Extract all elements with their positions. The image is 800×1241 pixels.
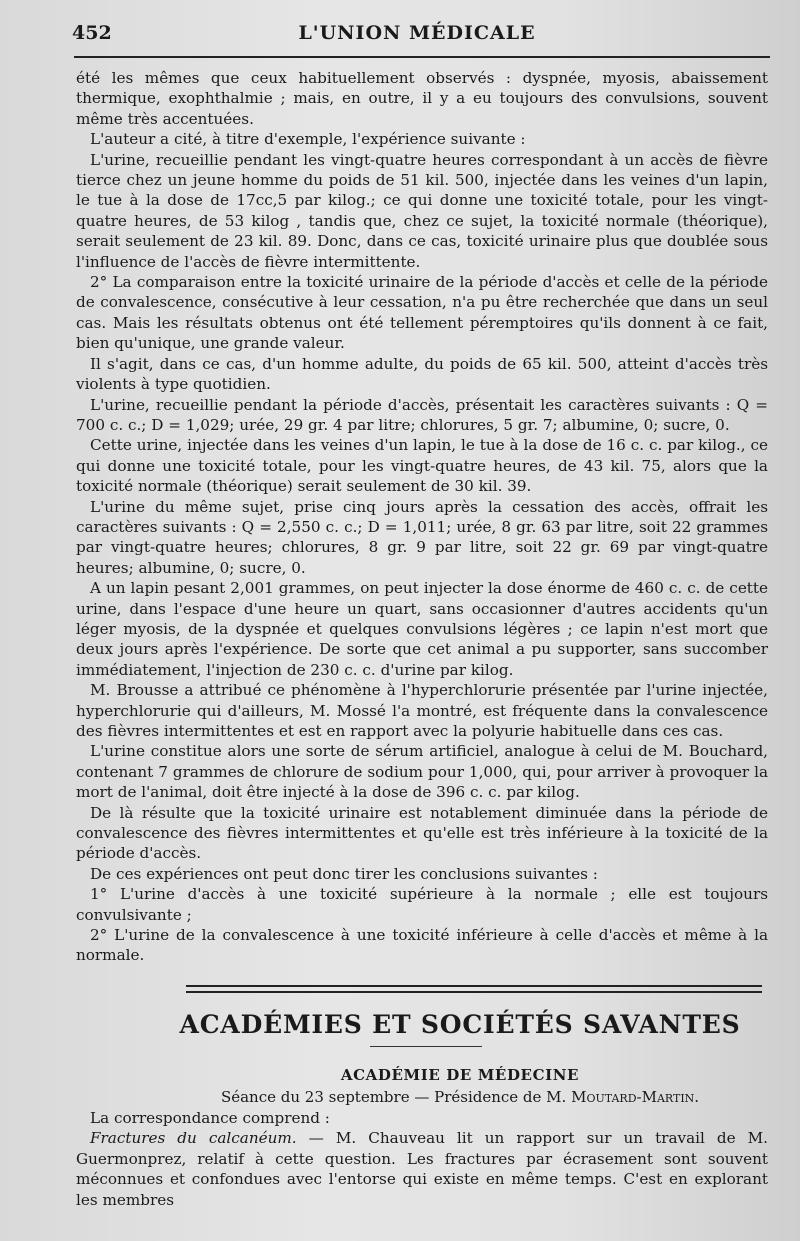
article-body xyxy=(76,68,768,966)
italic-lead: Fractures du calcanéum. xyxy=(90,1129,297,1148)
section-body xyxy=(76,1108,768,1210)
page-header xyxy=(70,22,764,46)
journal-title: L'UNION MÉDICALE xyxy=(298,22,536,44)
title-underline xyxy=(370,1046,482,1047)
paragraph: L'urine, recueillie pendant les vingt-quatre heures correspondant à un accès de fièvre tierce chez un jeune homme du poids de 51 kil. 500, injectée dans les veines d'un lapin, le tue à la dose de 17cc,5 par kilog.; ce qui donne une toxicité totale, pour les vingt-quatre heures, de 53 kilog , tandis que, chez ce sujet, la toxicité normale (théorique), serait seulement de 23 kil. 89. Donc, dans ce cas, toxicité urinaire plus que doublée sous l'influence de l'accès de fièvre intermittente. xyxy=(76,150,768,271)
paragraph: L'auteur a cité, à titre d'exemple, l'expérience suivante : xyxy=(90,130,526,149)
president-name: Moutard-Martin. xyxy=(571,1088,700,1106)
paragraph xyxy=(76,1128,768,1210)
section-rule-bottom xyxy=(186,991,762,993)
paragraph: 2° L'urine de la convalescence à une toxicité inférieure à celle d'accès et même à la normale. xyxy=(76,926,768,965)
paragraph: La correspondance comprend : xyxy=(90,1109,330,1127)
paragraph: 2° La comparaison entre la toxicité urinaire de la période d'accès et celle de la période de convalescence, consécutive à leur cessation, n'a pu être recherchée que dans un seul cas. Mais les résultats obtenus ont été tellement péremptoires qu'ils donnent à ce fait, bien qu'unique, une grande valeur. xyxy=(76,273,768,353)
paragraph: M. Brousse a attribué ce phénomène à l'hyperchlorurie présentée par l'urine injectée, hyperchlorurie qui d'ailleurs, M. Mossé l'a montré, est fréquente dans la convalescence des fièvres intermittentes et est en rapport avec la polyurie habituelle dans ces cas. xyxy=(76,681,768,740)
section-rule-top xyxy=(186,985,762,987)
paragraph: 1° L'urine d'accès à une toxicité supérieure à la normale ; elle est toujours convulsivante ; xyxy=(76,885,768,924)
paragraph: Cette urine, injectée dans les veines d'un lapin, le tue à la dose de 16 c. c. par kilog., ce qui donne une toxicité totale, pour les vingt-quatre heures, de 43 kil. 75, alors que la toxicité normale (théorique) serait seulement de 30 kil. 39. xyxy=(76,436,768,496)
header-rule xyxy=(74,56,770,58)
section-subtitle: ACADÉMIE DE MÉDECINE xyxy=(340,1066,580,1084)
paragraph-text: — M. Chauveau lit un rapport sur un travail de M. Guermonprez, relatif à cette question. Les fractures par écrasement sont souvent méconnues et confondues avec l'entorse qui existe en même temps. C'est en explorant les membres xyxy=(76,1129,769,1209)
paragraph: De là résulte que la toxicité urinaire est notablement diminuée dans la période de convalescence des fièvres intermittentes et qu'elle est très inférieure à la toxicité de la période d'accès. xyxy=(76,803,768,863)
session-line xyxy=(160,1088,760,1106)
paragraph: A un lapin pesant 2,001 grammes, on peut injecter la dose énorme de 460 c. c. de cette urine, dans l'espace d'une heure un quart, sans occasionner d'autres accidents qu'un léger myosis, de la dyspnée et quelques convulsions légères ; ce lapin n'est mort que deux jours après l'expérience. De sorte que cet animal a pu supporter, sans succomber immédiatement, l'injection de 230 c. c. d'urine par kilog. xyxy=(76,579,768,679)
page-number: 452 xyxy=(72,22,112,44)
paragraph: été les mêmes que ceux habituellement observés : dyspnée, myosis, abaissement thermique, exophthalmie ; mais, en outre, il y a eu toujours des convulsions, souvent même très accentuées. xyxy=(76,69,768,128)
section-title: ACADÉMIES ET SOCIÉTÉS SAVANTES xyxy=(179,1010,741,1039)
paragraph: De ces expériences ont peut donc tirer les conclusions suivantes : xyxy=(90,864,598,883)
paragraph: Il s'agit, dans ce cas, d'un homme adulte, du poids de 65 kil. 500, atteint d'accès très violents à type quotidien. xyxy=(76,354,768,394)
paragraph: L'urine constitue alors une sorte de sérum artificiel, analogue à celui de M. Bouchard, contenant 7 grammes de chlorure de sodium pour 1,000, qui, pour arriver à provoquer la mort de l'animal, doit être injecté à la dose de 396 c. c. par kilog. xyxy=(76,742,768,802)
paragraph: L'urine du même sujet, prise cinq jours après la cessation des accès, offrait les caractères suivants : Q = 2,550 c. c.; D = 1,011; urée, 8 gr. 63 par litre, soit 22 grammes par vingt-quatre heures; chlorures, 8 gr. 9 par litre, soit 22 gr. 69 par vingt-quatre heures; albumine, 0; sucre, 0. xyxy=(76,497,768,577)
session-text: Séance du 23 septembre — Présidence de M. xyxy=(220,1088,567,1106)
paragraph: L'urine, recueillie pendant la période d'accès, présentait les caractères suivants : Q = 700 c. c.; D = 1,029; urée, 29 gr. 4 par litre; chlorures, 5 gr. 7; albumine, 0; sucre, 0. xyxy=(76,395,768,434)
